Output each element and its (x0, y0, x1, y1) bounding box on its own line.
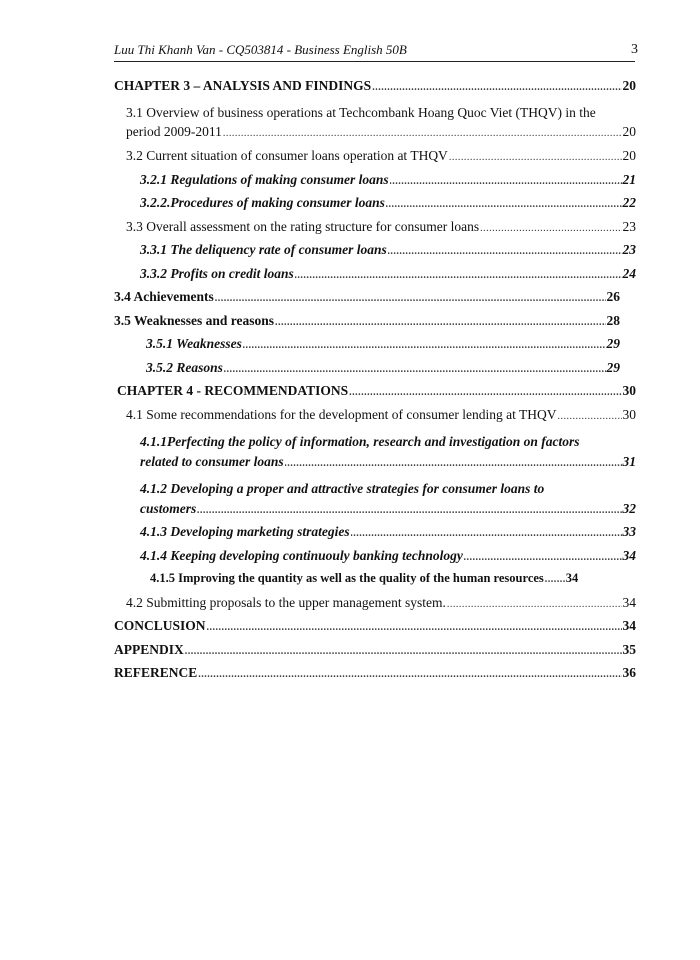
toc-entry-3-4: 3.4 Achievements ..... 26 (114, 289, 620, 313)
toc-entry-chapter-3: CHAPTER 3 – ANALYSIS AND FINDINGS ..... 20 (114, 78, 636, 102)
toc-entry-3-3: 3.3 Overall assessment on the rating structure for consumer loans ..... 23 (126, 219, 636, 243)
toc-entry-4-1-4: 4.1.4 Keeping developing continuouly banking technology ..... 34 (140, 548, 636, 572)
header-author-line: Luu Thi Khanh Van - CQ503814 - Business English 50B (114, 42, 407, 57)
toc-entry-4-1-2-line1: 4.1.2 Developing a proper and attractive strategies for consumer loans to (140, 481, 545, 496)
toc-entry-4-1-5: 4.1.5 Improving the quantity as well as the quality of the human resources ..... 34 (150, 571, 630, 595)
page-number: 3 (631, 42, 638, 57)
toc-entry-3-5: 3.5 Weaknesses and reasons ..... 28 (114, 313, 620, 337)
toc-entry-3-3-2: 3.3.2 Profits on credit loans ..... 24 (140, 266, 636, 290)
toc-entry-reference: REFERENCE ..... 36 (114, 665, 636, 689)
toc-entry-3-5-2: 3.5.2 Reasons ..... 29 (146, 360, 620, 384)
header-rule (114, 61, 635, 62)
toc-entry-3-3-1: 3.3.1 The deliquency rate of consumer loans ..... 23 (140, 242, 636, 266)
toc-entry-4-2: 4.2 Submitting proposals to the upper management system. ..... 34 (126, 595, 636, 619)
toc-entry-appendix: APPENDIX ..... 35 (114, 642, 636, 666)
toc-entry-4-1-1-line1: 4.1.1Perfecting the policy of information, research and investigation on factors (140, 434, 580, 449)
toc-entry-3-5-1: 3.5.1 Weaknesses ..... 29 (146, 336, 620, 360)
toc-entry-chapter-4: CHAPTER 4 - RECOMMENDATIONS ..... 30 (117, 383, 636, 407)
toc-entry-3-1-line1: 3.1 Overview of business operations at Techcombank Hoang Quoc Viet (THQV) in the (126, 105, 596, 120)
toc-entry-3-2-1: 3.2.1 Regulations of making consumer loans ..... 21 (140, 172, 636, 196)
page-header (114, 42, 638, 58)
toc-entry-3-2: 3.2 Current situation of consumer loans operation at THQV ..... 20 (126, 148, 636, 172)
toc-entry-3-2-2: 3.2.2.Procedures of making consumer loans ..... 22 (140, 195, 636, 219)
toc-entry-conclusion: CONCLUSION ..... 34 (114, 618, 636, 642)
toc-entry-3-1: period 2009-2011 ..... 20 (126, 124, 636, 148)
toc-entry-4-1-3: 4.1.3 Developing marketing strategies ..... 33 (140, 524, 636, 548)
toc-entry-4-1-2: customers ..... 32 (140, 501, 636, 525)
toc-entry-4-1-1: related to consumer loans ..... 31 (140, 454, 636, 478)
toc-entry-4-1: 4.1 Some recommendations for the development of consumer lending at THQV ..... 30 (126, 407, 636, 431)
